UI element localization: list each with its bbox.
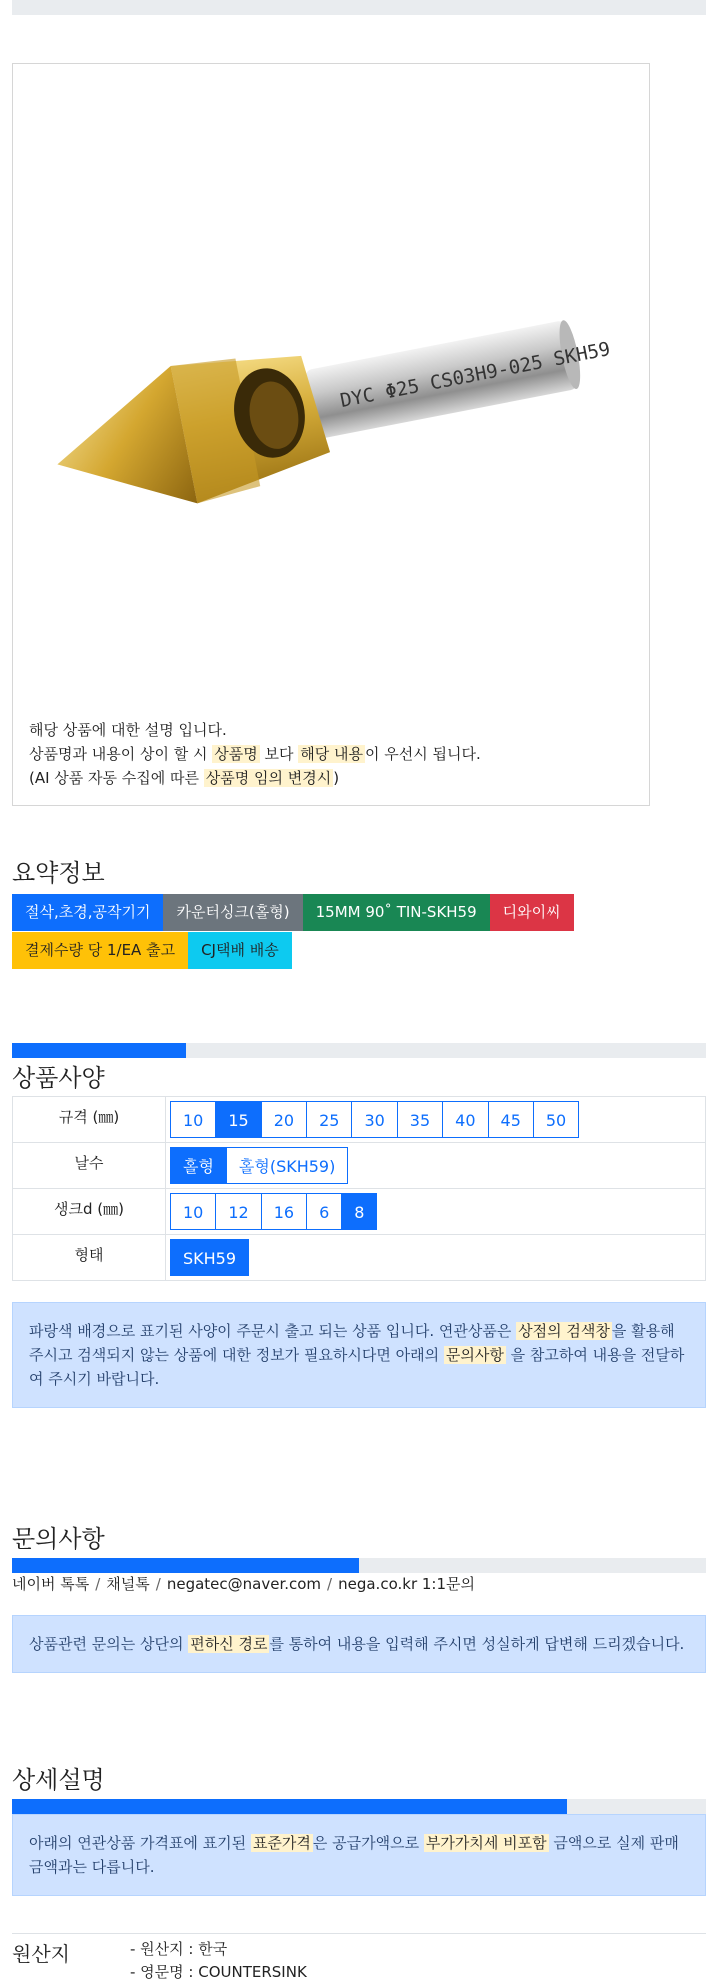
product-description [29, 718, 481, 790]
detail-progress-bar [12, 1799, 706, 1814]
flute-option-hole[interactable]: 홀형 [170, 1147, 227, 1184]
description-line-1: 해당 상품에 대한 설명 입니다. [29, 721, 227, 739]
shank-option-6[interactable]: 6 [306, 1193, 342, 1230]
top-divider-bar [12, 0, 706, 15]
channel-naver-talktalk[interactable]: 네이버 톡톡 [12, 1575, 90, 1593]
notice-text: 금액으로 실제 판매금액과는 다릅니다. [29, 1834, 679, 1876]
contact-channels [12, 1573, 475, 1594]
spec-key: 규격 (㎜) [13, 1097, 166, 1143]
channel-email[interactable]: negatec@naver.com [166, 1575, 322, 1593]
origin-english-name: - 영문명 : COUNTERSINK [130, 1963, 307, 1981]
size-option-45[interactable]: 45 [488, 1101, 534, 1138]
size-option-35[interactable]: 35 [397, 1101, 443, 1138]
spec-key: 형태 [13, 1235, 166, 1281]
detail-title: 상세설명 [12, 1766, 105, 1794]
shank-option-12[interactable]: 12 [215, 1193, 261, 1230]
separator: / [155, 1575, 161, 1593]
description-text: 보다 [259, 745, 299, 763]
notice-text: 파랑색 배경으로 표기된 사양이 주문시 출고 되는 상품 입니다. 연관상품은 [29, 1322, 517, 1340]
spec-options [166, 1143, 706, 1189]
spec-row-shank [13, 1189, 706, 1235]
inquiry-progress-bar [12, 1558, 706, 1573]
highlight-standard-price: 표준가격 [252, 1834, 311, 1852]
shank-engraving: DYC Φ25 CS03H9-025 SKH59 [338, 338, 613, 413]
badge-shipping-quantity: 결제수량 당 1/EA 출고 [12, 932, 188, 969]
spec-options [166, 1097, 706, 1143]
description-line-3 [29, 766, 481, 790]
size-option-30[interactable]: 30 [351, 1101, 397, 1138]
flute-option-hole-skh59[interactable]: 홀형(SKH59) [226, 1147, 348, 1184]
description-text: 상품명과 내용이 상이 할 시 [29, 745, 213, 763]
size-option-15[interactable]: 15 [215, 1101, 261, 1138]
notice-text: 은 공급가액으로 [312, 1834, 424, 1852]
highlight-content: 해당 내용 [300, 745, 363, 763]
badge-category: 절삭,초경,공작기기 [12, 894, 163, 931]
notice-text: 아래의 연관상품 가격표에 표기된 [29, 1834, 251, 1852]
size-option-50[interactable]: 50 [533, 1101, 579, 1138]
spec-title: 상품사양 [12, 1064, 105, 1092]
spec-key: 날수 [13, 1143, 166, 1189]
description-text: ) [333, 769, 340, 787]
description-text: (AI 상품 자동 수집에 따른 [29, 769, 204, 787]
shank-option-10[interactable]: 10 [170, 1193, 216, 1230]
shank-option-8[interactable]: 8 [341, 1193, 377, 1230]
inquiry-notice [12, 1615, 706, 1673]
product-image [13, 64, 649, 805]
summary-title: 요약정보 [12, 859, 105, 887]
highlight-product-name: 상품명 [214, 745, 258, 763]
notice-text: 를 통하여 내용을 입력해 주시면 성실하게 답변해 드리겠습니다. [269, 1635, 685, 1653]
origin-country: - 원산지 : 한국 [130, 1940, 228, 1958]
spec-row-flutes [13, 1143, 706, 1189]
badge-type: 카운터싱크(홀형) [163, 894, 302, 931]
spec-progress-bar [12, 1043, 706, 1058]
product-image-card [12, 63, 650, 806]
size-option-10[interactable]: 10 [170, 1101, 216, 1138]
badge-delivery: CJ택배 배송 [188, 932, 292, 969]
description-line-2 [29, 742, 481, 766]
summary-badges-row-1 [12, 894, 574, 931]
highlight-convenient-route: 편하신 경로 [190, 1635, 268, 1653]
detail-notice [12, 1814, 706, 1896]
shank-option-16[interactable]: 16 [261, 1193, 307, 1230]
spec-row-size [13, 1097, 706, 1143]
size-option-20[interactable]: 20 [261, 1101, 307, 1138]
notice-text: 을 활용해 주시고 검색되지 않는 상품에 대한 정보가 필요하시다면 아래의 [29, 1322, 675, 1364]
size-option-25[interactable]: 25 [306, 1101, 352, 1138]
separator: / [95, 1575, 101, 1593]
spec-progress-fill [12, 1043, 186, 1058]
description-text: 이 우선시 됩니다. [364, 745, 481, 763]
spec-table [12, 1096, 706, 1281]
channel-website-inquiry[interactable]: nega.co.kr 1:1문의 [338, 1575, 475, 1593]
origin-section [12, 1933, 706, 1981]
separator: / [327, 1575, 333, 1593]
highlight-vat-excluded: 부가가치세 비포함 [425, 1834, 547, 1852]
form-option-skh59[interactable]: SKH59 [170, 1239, 249, 1276]
summary-badges-row-2 [12, 932, 292, 969]
origin-values [130, 1938, 307, 1984]
highlight-search-box: 상점의 검색창 [518, 1322, 610, 1340]
origin-label: 원산지 [12, 1942, 70, 1966]
inquiry-progress-fill [12, 1558, 359, 1573]
highlight-name-change: 상품명 임의 변경시 [205, 769, 332, 787]
notice-text: 을 참고하여 내용을 전달하여 주시기 바랍니다. [29, 1346, 685, 1388]
spec-notice [12, 1302, 706, 1408]
size-option-40[interactable]: 40 [442, 1101, 488, 1138]
detail-progress-fill [12, 1799, 567, 1814]
badge-spec: 15MM 90˚ TIN-SKH59 [303, 894, 490, 931]
spec-row-form [13, 1235, 706, 1281]
inquiry-title: 문의사항 [12, 1525, 105, 1553]
spec-options [166, 1189, 706, 1235]
badge-brand: 디와이씨 [490, 894, 574, 931]
notice-text: 상품관련 문의는 상단의 [29, 1635, 189, 1653]
channel-channeltalk[interactable]: 채널톡 [106, 1575, 150, 1593]
spec-key: 생크d (㎜) [13, 1189, 166, 1235]
spec-options [166, 1235, 706, 1281]
highlight-inquiry: 문의사항 [445, 1346, 504, 1364]
